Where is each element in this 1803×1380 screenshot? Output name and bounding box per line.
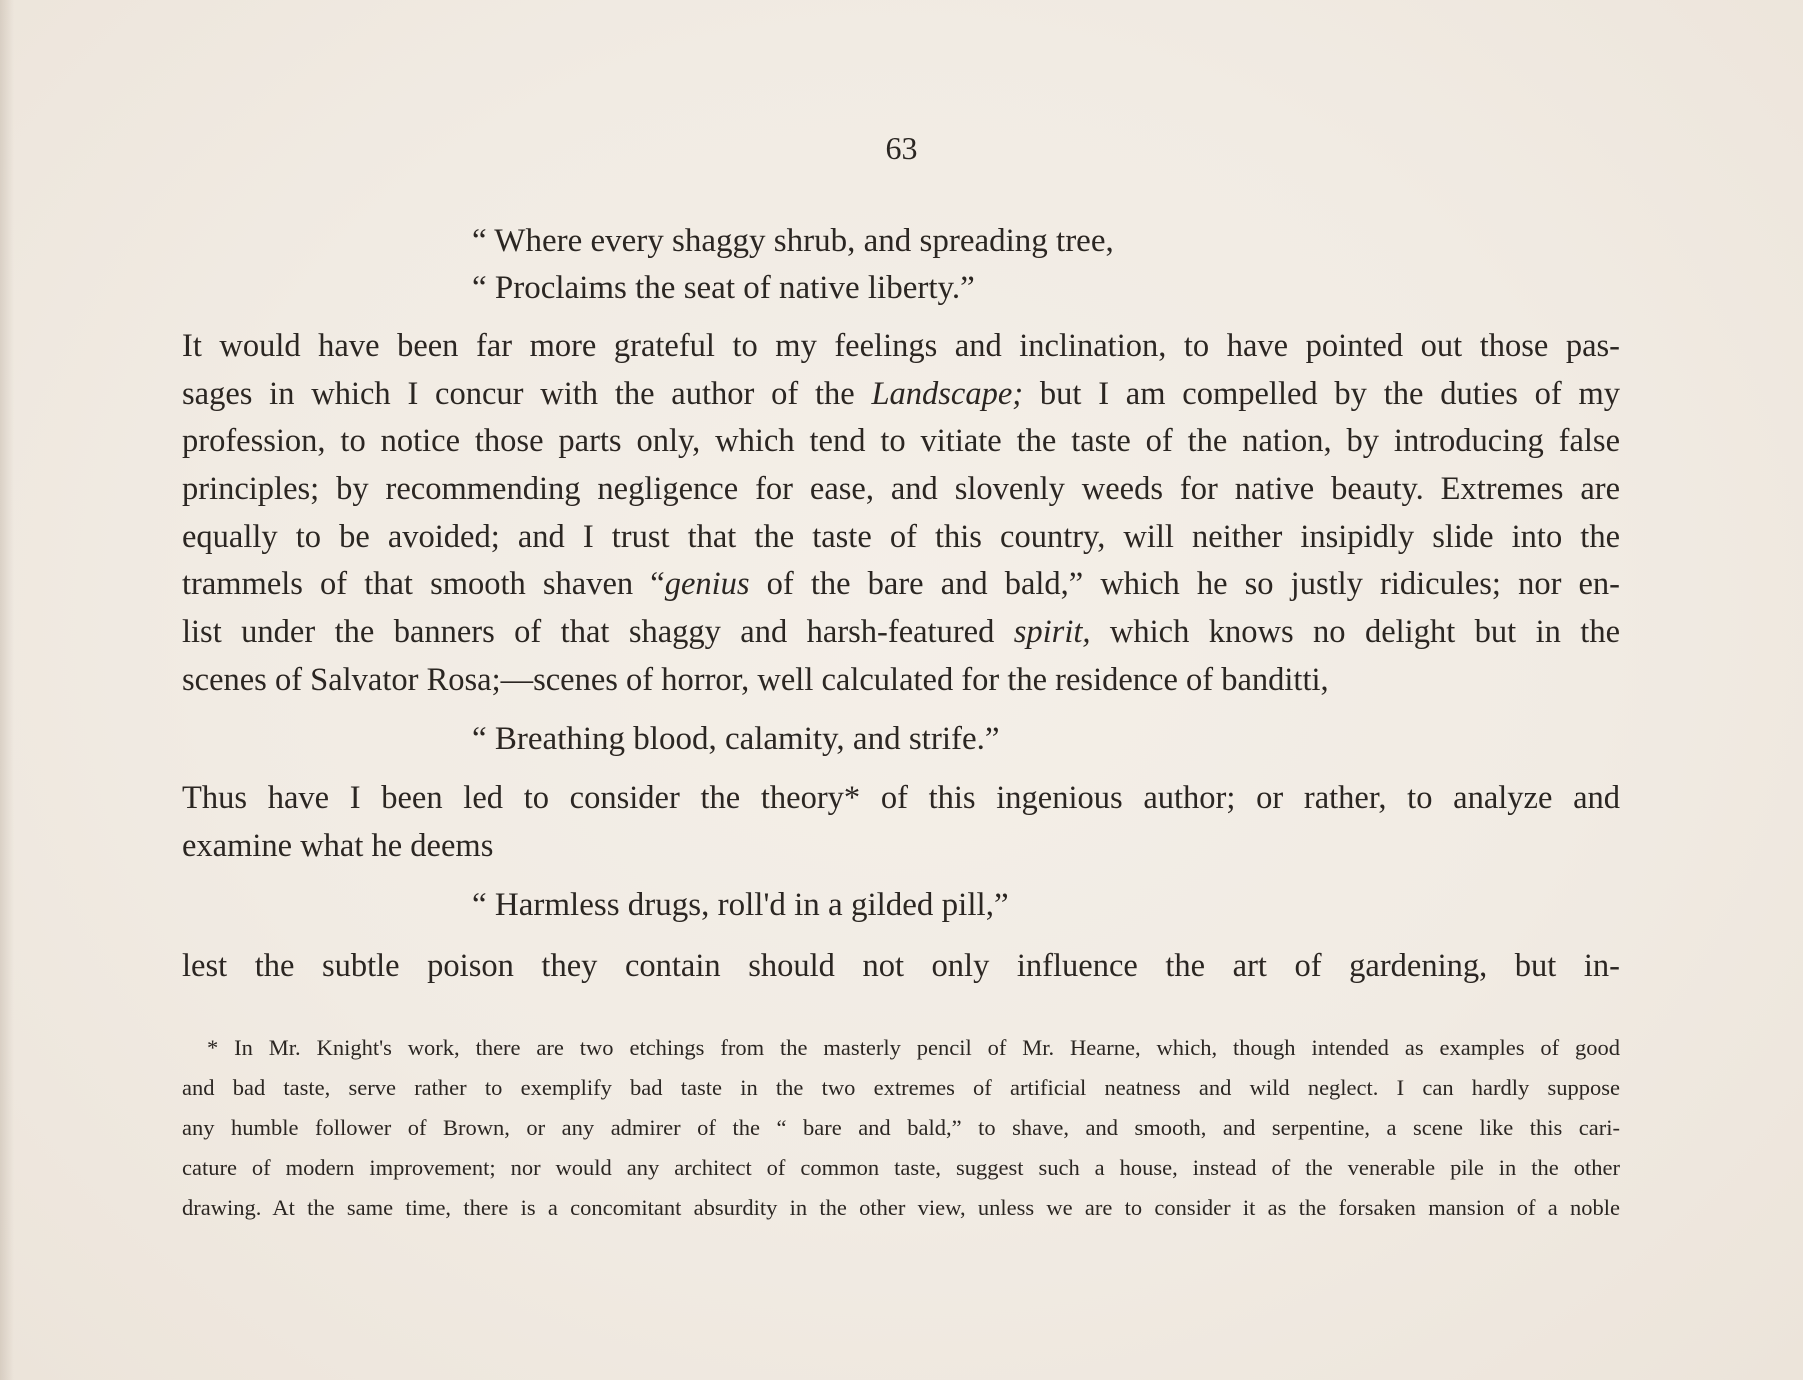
footnote-line: cature of modern improvement; nor would any architect of common taste, suggest such a house, instead of the venerable pile in the other	[182, 1155, 1620, 1180]
body-text-line: principles; by recommending negligence for ease, and slovenly weeds for native beauty. Extremes are	[182, 471, 1620, 507]
body-text-line: scenes of Salvator Rosa;—scenes of horror, well calculated for the residence of banditti,	[182, 662, 1329, 698]
footnote-line: drawing. At the same time, there is a concomitant absurdity in the other view, unless we are to consider it as the forsaken mansion of a noble	[182, 1195, 1620, 1220]
body-text-line: examine what he deems	[182, 828, 494, 864]
footnote-line: and bad taste, serve rather to exemplify bad taste in the two extremes of artificial neatness and wild neglect. I can hardly suppose	[182, 1075, 1620, 1100]
body-text-line: list under the banners of that shaggy and harsh-featured spirit, which knows no delight but in the	[182, 614, 1621, 650]
verse-line: “ Breathing blood, calamity, and strife.”	[472, 721, 1000, 757]
italic-word: Landscape;	[871, 376, 1024, 412]
body-text-line: equally to be avoided; and I trust that the taste of this country, will neither insipidly slide into the	[182, 519, 1620, 555]
body-text-line: lest the subtle poison they contain should not only influence the art of gardening, but in-	[182, 948, 1620, 984]
page-number: 63	[885, 130, 918, 166]
footnote-line: * In Mr. Knight's work, there are two etchings from the masterly pencil of Mr. Hearne, which, though intended as examples of good	[207, 1035, 1620, 1060]
body-text-line: It would have been far more grateful to my feelings and inclination, to have pointed out those pas-	[182, 328, 1620, 364]
footnote-line: any humble follower of Brown, or any admirer of the “ bare and bald,” to shave, and smooth, and serpentine, a scene like this cari-	[182, 1115, 1620, 1140]
body-text-line: profession, to notice those parts only, which tend to vitiate the taste of the nation, by introducing false	[182, 423, 1620, 459]
body-text-line: sages in which I concur with the author of the Landscape; but I am compelled by the duties of my	[182, 376, 1620, 412]
verse-line: “ Harmless drugs, roll'd in a gilded pill,”	[472, 887, 1009, 923]
body-text-line: Thus have I been led to consider the theory* of this ingenious author; or rather, to analyze and	[182, 780, 1620, 816]
body-text-line: trammels of that smooth shaven “genius of the bare and bald,” which he so justly ridicules; nor en-	[182, 566, 1620, 602]
italic-word: spirit,	[1013, 614, 1091, 650]
verse-line: “ Where every shaggy shrub, and spreading tree,	[472, 223, 1114, 259]
verse-line: “ Proclaims the seat of native liberty.”	[472, 270, 975, 306]
italic-word: genius	[664, 566, 750, 602]
page-gutter-shadow	[0, 0, 14, 1380]
